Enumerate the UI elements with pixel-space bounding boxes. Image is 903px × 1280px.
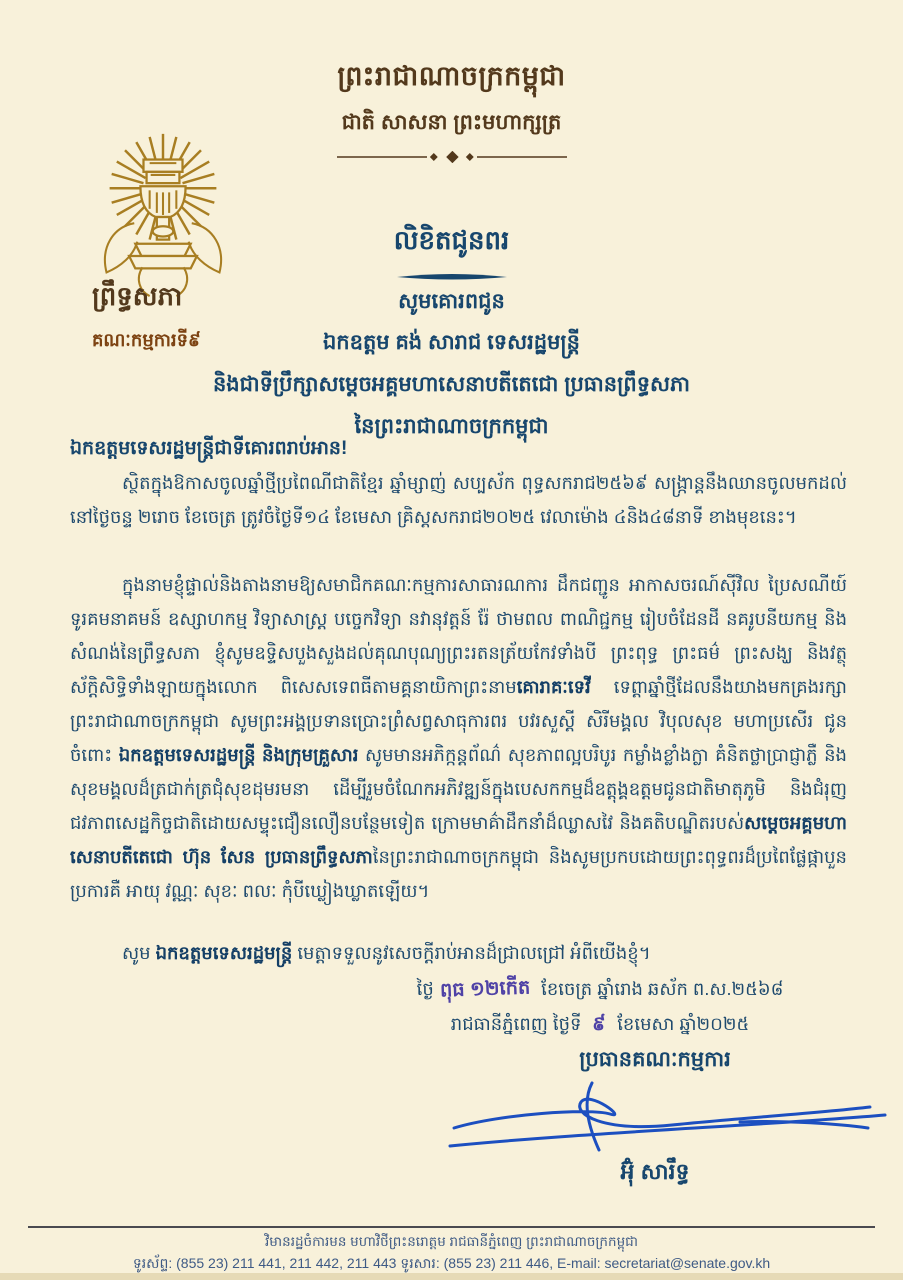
kingdom-title: ព្រះរាជាណាចក្រកម្ពុជា [337, 61, 566, 91]
salutation: ឯកឧត្តមទេសរដ្ឋមន្ត្រីជាទីគោរពរាប់អាន! [70, 438, 348, 459]
dateline-lunar: ថ្ងៃ ពុធ ១២កើត ខែចេត្រ ឆ្នាំរោង ឆស័ក ព.ស.២៥៦៨ [416, 976, 784, 1002]
body-paragraph-3: សូម ឯកឧត្តមទេសរដ្ឋមន្ត្រី មេត្តាទទួលនូវសេចក្តីរាប់អានដ៏ជ្រាលជ្រៅ អំពីយើងខ្ញុំ។ [122, 943, 651, 963]
footer-contacts: ទូរស័ព្ទ: (855 23) 211 441, 211 442, 211 443 ទូរសារ: (855 23) 211 446, E-mail: secretariat@senate.gov.kh [132, 1255, 771, 1271]
address-heading: សូមគោរពជូន [398, 290, 505, 313]
title-divider-icon [0, 268, 903, 286]
dateline-civil: រាជធានីភ្នំពេញ ថ្ងៃទី ៩ ខែមេសា ឆ្នាំ២០២៥ [450, 1012, 750, 1036]
handwritten-signature-icon [440, 1076, 890, 1166]
sender-institution: ព្រឹទ្ធសភា [92, 281, 183, 311]
national-motto: ជាតិ សាសនា ព្រះមហាក្សត្រ [341, 111, 562, 134]
letter-title: លិខិតជូនពរ [393, 225, 510, 255]
signatory-name: អ៊ុំ សារឹទ្ធ [620, 1159, 690, 1184]
dateline-block [350, 972, 850, 1042]
body-paragraph-2: ក្នុងនាមខ្ញុំផ្ទាល់និងតាងនាមឱ្យសមាជិកគណៈកម្មការសាធារណការ ដឹកជញ្ជូន អាកាសចរណ៍ស៊ីវិល ប្រៃសណីយ៍ ទូរគមនាគមន៍ ឧស្សាហកម្ម វិទ្យាសាស្ត្រ បច្ចេកវិទ្យា នវានុវត្តន៍ រ៉ែ ថាមពល ពាណិជ្ជកម្ម រៀបចំដែនដី នគរូបនីយកម្ម និងសំណង់នៃព្រឹទ្ធសភា ខ្ញុំសូមឧទ្ទិសបួងសួងដល់គុណបុណ្យព្រះរតនត្រ័យកែវទាំងបី ព្រះពុទ្ធ ព្រះធម៌ ព្រះសង្ឃ និងវត្ថុស័ក្តិសិទ្ធិទាំងឡាយក្នុងលោក ពិសេសទេពធីតាមគ្គនាយិកាព្រះនាមគោរាគៈទេវី ទេព្តាឆ្នាំថ្មីដែលនឹងយាងមកគ្រងរក្សាព្រះរាជាណាចក្រកម្ពុជា សូមព្រះអង្គប្រទានប្រោះព្រំសព្វសាធុការពរ បវរសួស្តី សិរីមង្គល វិបុលសុខ មហាប្រសើរ ជូនចំពោះ ឯកឧត្តមទេសរដ្ឋមន្ត្រី និងក្រុមគ្រួសារ សូមមានអភិក្កន្តព័ណ៌ សុខភាពល្អបរិបូរ កម្លាំងខ្លាំងក្លា គំនិតថ្លាប្រាជ្ញាភ្លឺ និងសុខមង្គលដ៏ត្រជាក់ត្រជុំសុខដុមរមនា ដើម្បីរួមចំណែកអភិវឌ្ឍន៍ក្នុងបេសកកម្មដ៏ឧត្តុង្គឧត្តមជូនជាតិមាតុភូមិ និងជំរុញជវភាពសេដ្ឋកិច្ចជាតិដោយសម្ទុះជឿនលឿនបន្ថែមទៀត ក្រោមមាគ៌ាដឹកនាំដ៏ឈ្លាសវៃ និងគតិបណ្ឌិតរបស់សម្តេចអគ្គមហាសេនាបតីតេជោ ហ៊ុន សែន ប្រធានព្រឹទ្ធសភានៃព្រះរាជាណាចក្រកម្ពុជា និងសូមប្រកបដោយព្រះពុទ្ធពរដ៏ប្រពៃផ្លែផ្កាបួនប្រការគឺ អាយុ វណ្ណៈ សុខៈ ពលៈ កុំបីឃ្លៀងឃ្លាតឡើយ។ [70, 575, 847, 901]
footer-divider [28, 1226, 875, 1228]
body-paragraph-1: ស្ថិតក្នុងឱកាសចូលឆ្នាំថ្មីប្រពៃណីជាតិខ្មែរ ឆ្នាំម្សាញ់ សប្បស័ក ពុទ្ធសករាជ២៥៦៩ សង្ក្រាន្តនឹងឈានចូលមកដល់នៅថ្ងៃចន្ទ ២រោច ខែចេត្រ ត្រូវចំថ្ងៃទី១៤ ខែមេសា គ្រិស្តសករាជ២០២៥ វេលាម៉ោង ៤និង៤៨នាទី ខាងមុខនេះ។ [70, 473, 847, 527]
address-line-2: និងជាទីប្រឹក្សាសម្តេចអគ្គមហាសេនាបតីតេជោ ប្រធានព្រឹទ្ធសភា [212, 373, 691, 396]
signatory-title: ប្រធានគណៈកម្មការ [579, 1048, 731, 1071]
footer-address: វិមានរដ្ឋចំការមន មហាវិថីព្រះនរោត្តម រាជធានីភ្នំពេញ ព្រះរាជាណាចក្រកម្ពុជា [264, 1234, 638, 1249]
address-lines [0, 322, 903, 448]
address-line-3: នៃព្រះរាជាណាចក្រកម្ពុជា [354, 415, 549, 438]
address-line-1: ឯកឧត្តម គង់ សារាជ ទេសរដ្ឋមន្ត្រី [322, 331, 581, 354]
sender-commission: គណៈកម្មការទី៩ [92, 330, 201, 350]
